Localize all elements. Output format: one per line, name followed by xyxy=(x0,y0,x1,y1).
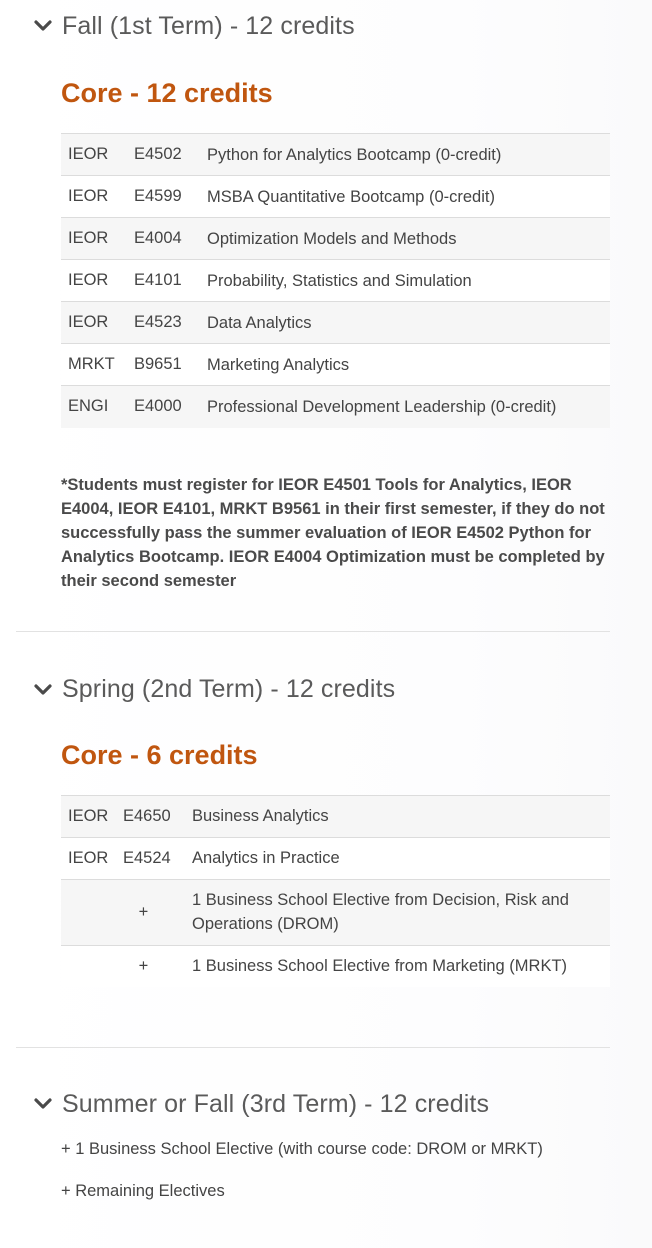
table-row xyxy=(61,218,610,260)
elective-plus-marker: + xyxy=(138,902,149,921)
course-dept: IEOR xyxy=(68,187,109,205)
course-dept: MRKT xyxy=(68,355,115,373)
table-row xyxy=(61,302,610,344)
table-row xyxy=(61,945,610,987)
course-dept: IEOR xyxy=(68,806,109,825)
course-dept: ENGI xyxy=(68,397,109,416)
term-toggle-fall[interactable] xyxy=(16,8,610,44)
course-title: 1 Business School Elective from Marketing (MRKT) xyxy=(192,957,568,976)
chevron-down-icon xyxy=(34,19,52,33)
table-row xyxy=(61,176,610,218)
course-dept xyxy=(61,945,116,987)
table-row xyxy=(61,344,610,386)
course-title: Probability, Statistics and Simulation xyxy=(207,271,472,290)
course-code: E4650 xyxy=(123,806,171,825)
course-title: Optimization Models and Methods xyxy=(207,229,457,248)
course-code: E4523 xyxy=(134,313,182,331)
course-dept: IEOR xyxy=(68,229,109,247)
elective-plus-marker: + xyxy=(138,956,149,975)
table-row xyxy=(61,879,610,945)
chevron-down-icon xyxy=(34,1097,52,1111)
course-title: MSBA Quantitative Bootcamp (0-credit) xyxy=(207,187,495,206)
course-code: E4000 xyxy=(134,397,182,416)
core-heading: Core - 6 credits xyxy=(61,739,258,770)
course-dept: IEOR xyxy=(68,848,109,867)
table-row xyxy=(61,386,610,428)
course-title: Analytics in Practice xyxy=(192,849,340,867)
table-row xyxy=(61,134,610,176)
table-row xyxy=(61,260,610,302)
term-section-fall xyxy=(16,0,610,632)
course-code: E4599 xyxy=(134,187,182,205)
course-table-spring xyxy=(61,795,610,988)
elective-line: + Remaining Electives xyxy=(61,1182,225,1200)
term-title: Fall (1st Term) - 12 credits xyxy=(62,11,355,40)
course-code: E4004 xyxy=(134,229,182,247)
term-toggle-spring[interactable] xyxy=(16,672,610,708)
course-title: 1 Business School Elective from Decision, Risk and Operations (DROM) xyxy=(192,891,569,933)
core-heading: Core - 12 credits xyxy=(61,78,273,108)
course-title: Marketing Analytics xyxy=(207,355,350,374)
table-row xyxy=(61,795,610,837)
course-dept xyxy=(61,879,116,945)
term-toggle-summer-fall[interactable] xyxy=(16,1086,610,1122)
course-dept: IEOR xyxy=(68,145,109,163)
term-title: Spring (2nd Term) - 12 credits xyxy=(62,675,396,703)
course-code: E4502 xyxy=(134,145,182,163)
course-dept: IEOR xyxy=(68,313,109,331)
course-table-fall xyxy=(61,133,610,428)
term-title: Summer or Fall (3rd Term) - 12 credits xyxy=(62,1089,490,1118)
term-section-summer-fall xyxy=(16,1048,610,1201)
elective-line: + 1 Business School Elective (with course code: DROM or MRKT) xyxy=(61,1140,543,1158)
course-dept: IEOR xyxy=(68,271,109,289)
course-code: E4101 xyxy=(134,271,182,289)
course-code: B9651 xyxy=(134,355,182,373)
course-title: Data Analytics xyxy=(207,313,312,332)
chevron-down-icon xyxy=(34,683,52,697)
registration-note: *Students must register for IEOR E4501 Tools for Analytics, IEOR E4004, IEOR E4101, MRKT B9561 in their first semester, if they do not successfully pass the summer evaluation of IEOR E4502 Python for Analytics Bootcamp. IEOR E4004 Optimization must be completed by their second semester xyxy=(61,475,605,590)
course-title: Business Analytics xyxy=(192,807,329,825)
term-section-spring xyxy=(16,632,610,1049)
course-title: Professional Development Leadership (0-credit) xyxy=(207,397,557,416)
course-code: E4524 xyxy=(123,848,171,867)
table-row xyxy=(61,837,610,879)
course-title: Python for Analytics Bootcamp (0-credit) xyxy=(207,145,502,164)
